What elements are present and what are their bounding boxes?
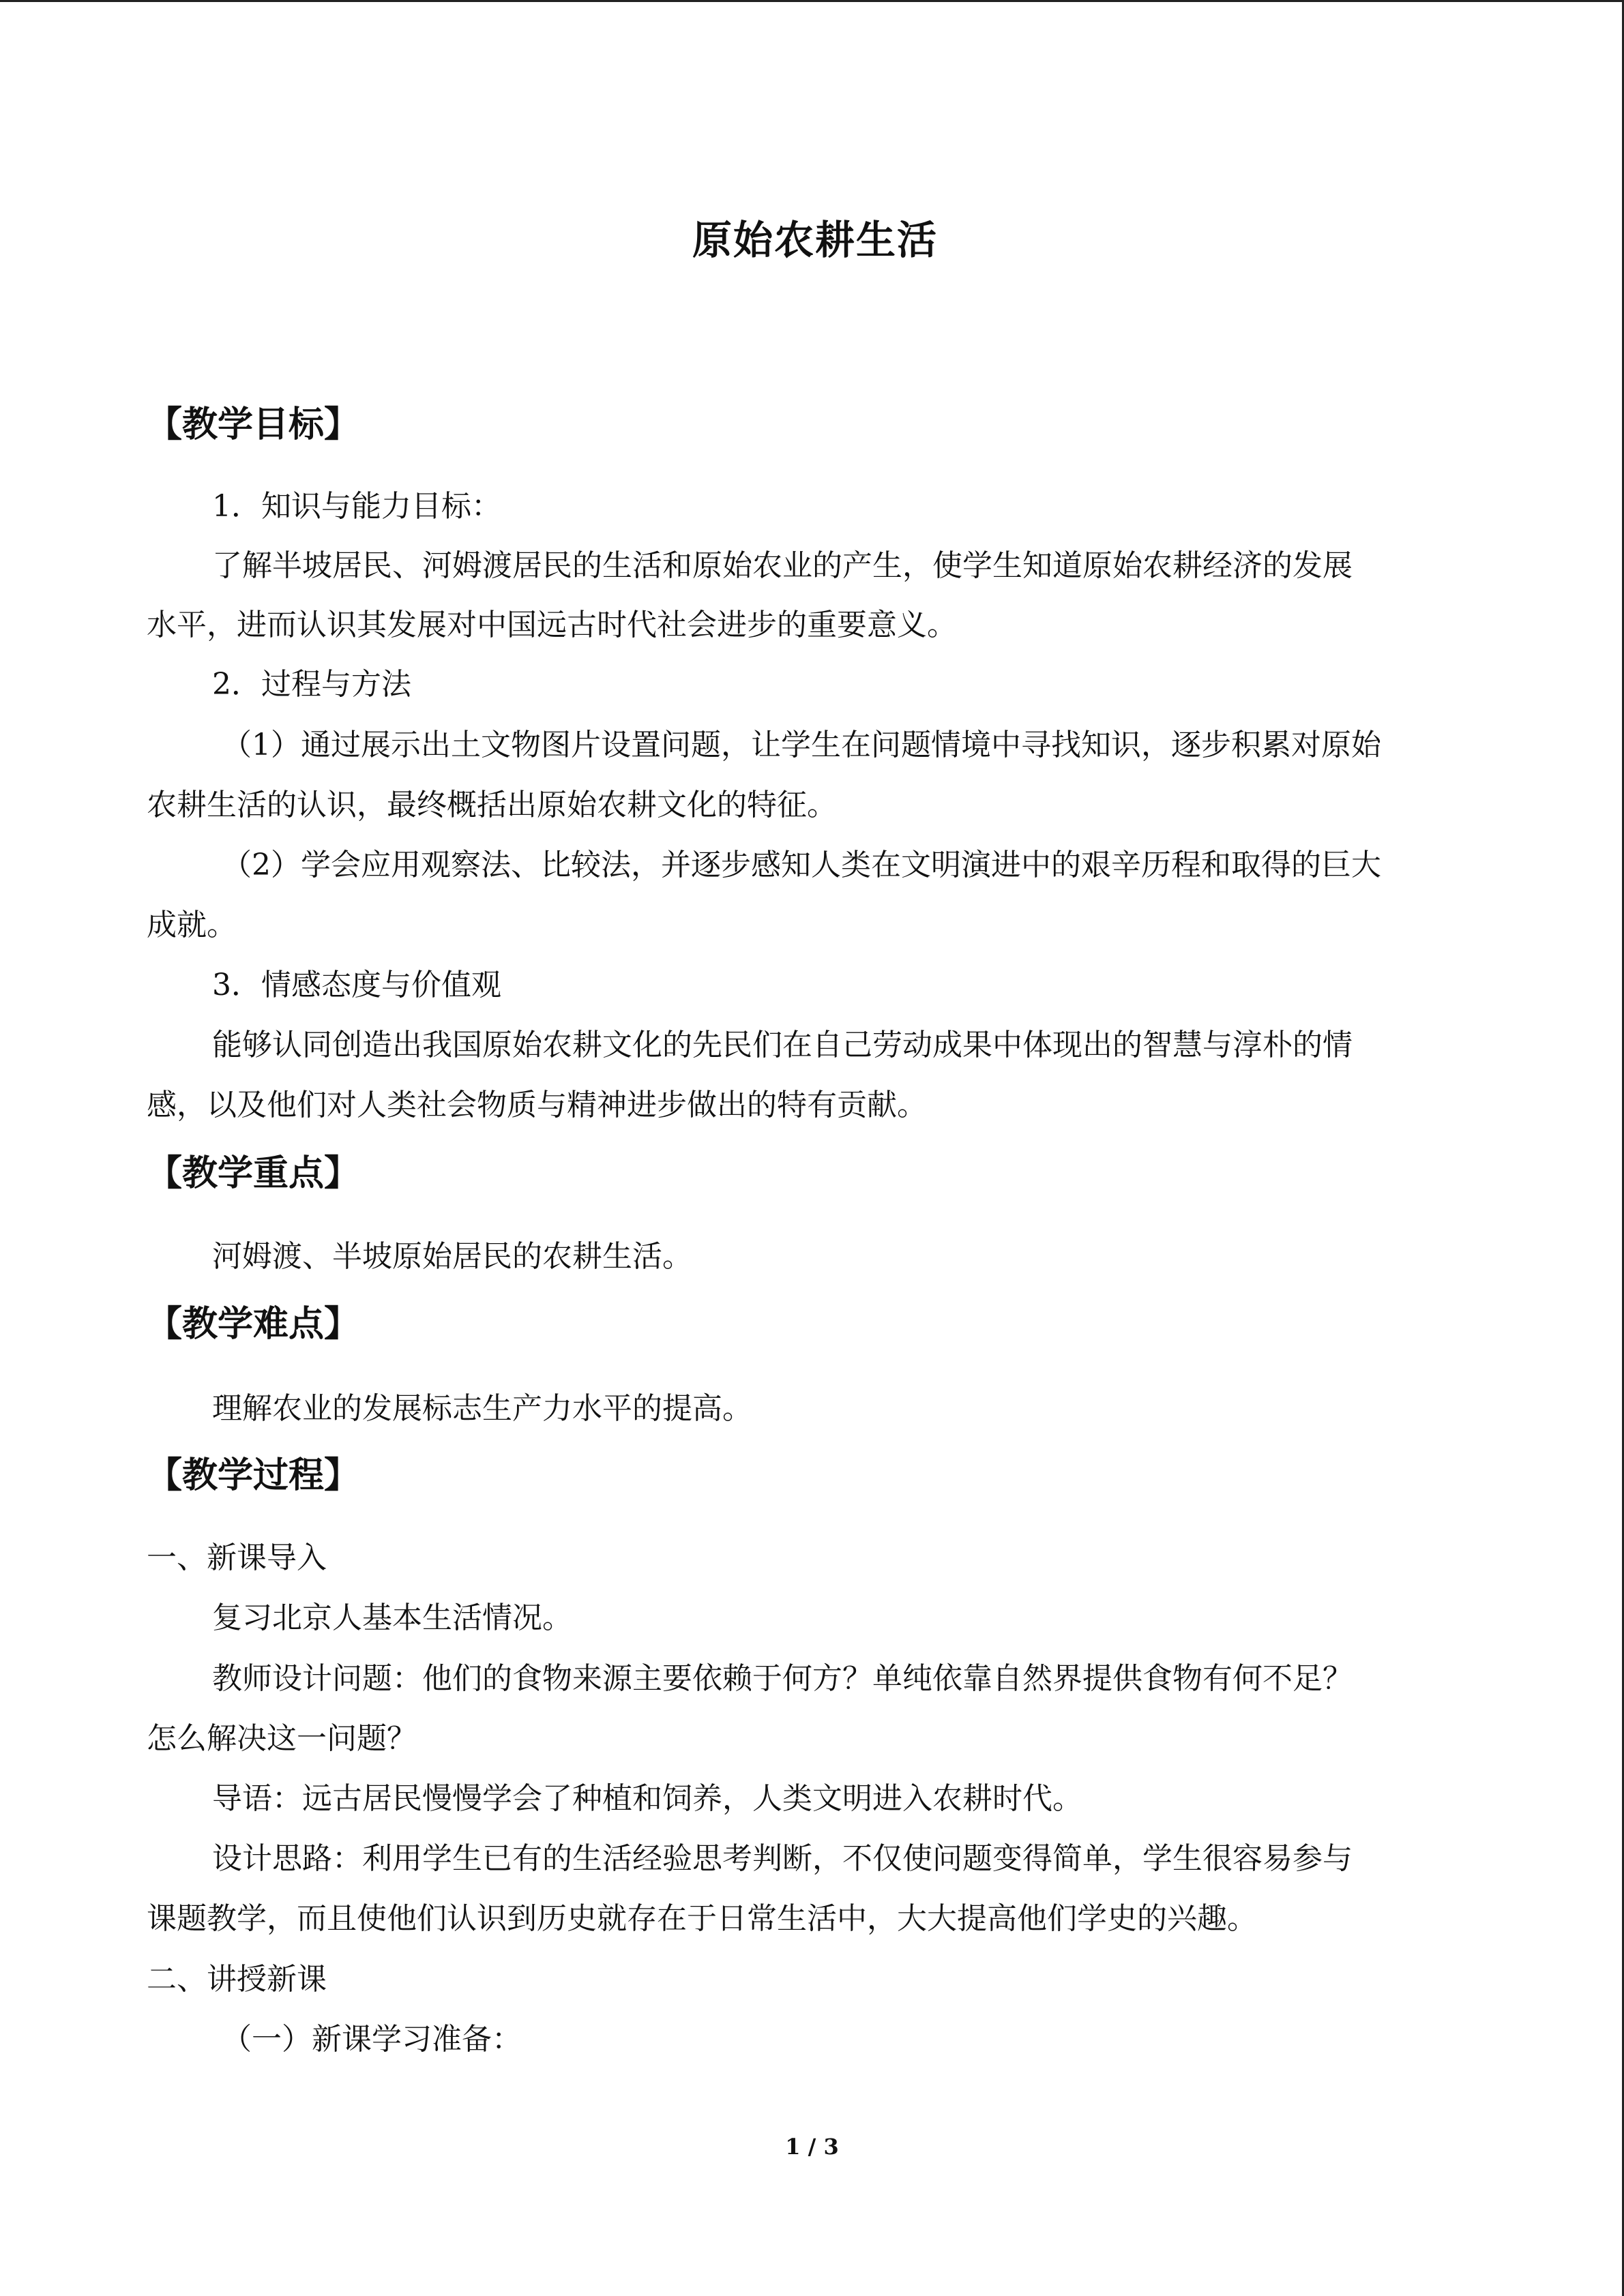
process-part1-para1: 复习北京人基本生活情况。 xyxy=(212,1600,572,1635)
process-part1-para4-line2: 课题教学，而且使他们认识到历史就存在于日常生活中，大大提高他们学史的兴趣。 xyxy=(147,1901,1257,1936)
process-part1-para2-line2: 怎么解决这一问题？ xyxy=(147,1721,417,1756)
objective-1-label: 1．知识与能力目标： xyxy=(212,489,501,524)
objective-2-point1-line2: 农耕生活的认识，最终概括出原始农耕文化的特征。 xyxy=(147,788,837,822)
page-number: 1 / 3 xyxy=(785,2134,839,2160)
document-title: 原始农耕生活 xyxy=(692,217,938,263)
process-part1-para3: 导语：远古居民慢慢学会了种植和饲养，人类文明进入农耕时代。 xyxy=(212,1781,1082,1816)
section-heading-key-points: 【教学重点】 xyxy=(147,1153,360,1194)
section-heading-process: 【教学过程】 xyxy=(147,1455,360,1496)
objective-3-label: 3．情感态度与价值观 xyxy=(212,968,501,1002)
objective-3-text-line1: 能够认同创造出我国原始农耕文化的先民们在自己劳动成果中体现出的智慧与淳朴的情 xyxy=(212,1028,1353,1062)
objective-2-point2-line2: 成就。 xyxy=(147,908,237,942)
objective-2-point1-line1: （1）通过展示出土文物图片设置问题，让学生在问题情境中寻找知识，逐步积累对原始 xyxy=(222,728,1381,762)
process-part2-sub1: （一）新课学习准备： xyxy=(222,2022,522,2057)
objective-1-text-line2: 水平，进而认识其发展对中国远古时代社会进步的重要意义。 xyxy=(147,608,957,642)
objective-2-point2-line1: （2）学会应用观察法、比较法，并逐步感知人类在文明演进中的艰辛历程和取得的巨大 xyxy=(222,848,1381,882)
section-heading-objectives: 【教学目标】 xyxy=(147,404,360,445)
objective-2-label: 2．过程与方法 xyxy=(212,667,411,702)
objective-3-text-line2: 感，以及他们对人类社会物质与精神进步做出的特有贡献。 xyxy=(147,1088,927,1122)
process-part2-label: 二、讲授新课 xyxy=(147,1962,327,1997)
difficulties-text: 理解农业的发展标志生产力水平的提高。 xyxy=(212,1391,752,1426)
process-part1-para2-line1: 教师设计问题：他们的食物来源主要依赖于何方？单纯依靠自然界提供食物有何不足？ xyxy=(212,1661,1353,1696)
section-heading-difficulties: 【教学难点】 xyxy=(147,1304,360,1345)
process-part1-para4-line1: 设计思路：利用学生已有的生活经验思考判断，不仅使问题变得简单，学生很容易参与 xyxy=(212,1841,1353,1876)
process-part1-label: 一、新课导入 xyxy=(147,1540,327,1575)
key-points-text: 河姆渡、半坡原始居民的农耕生活。 xyxy=(212,1239,692,1274)
objective-1-text-line1: 了解半坡居民、河姆渡居民的生活和原始农业的产生，使学生知道原始农耕经济的发展 xyxy=(212,548,1353,583)
